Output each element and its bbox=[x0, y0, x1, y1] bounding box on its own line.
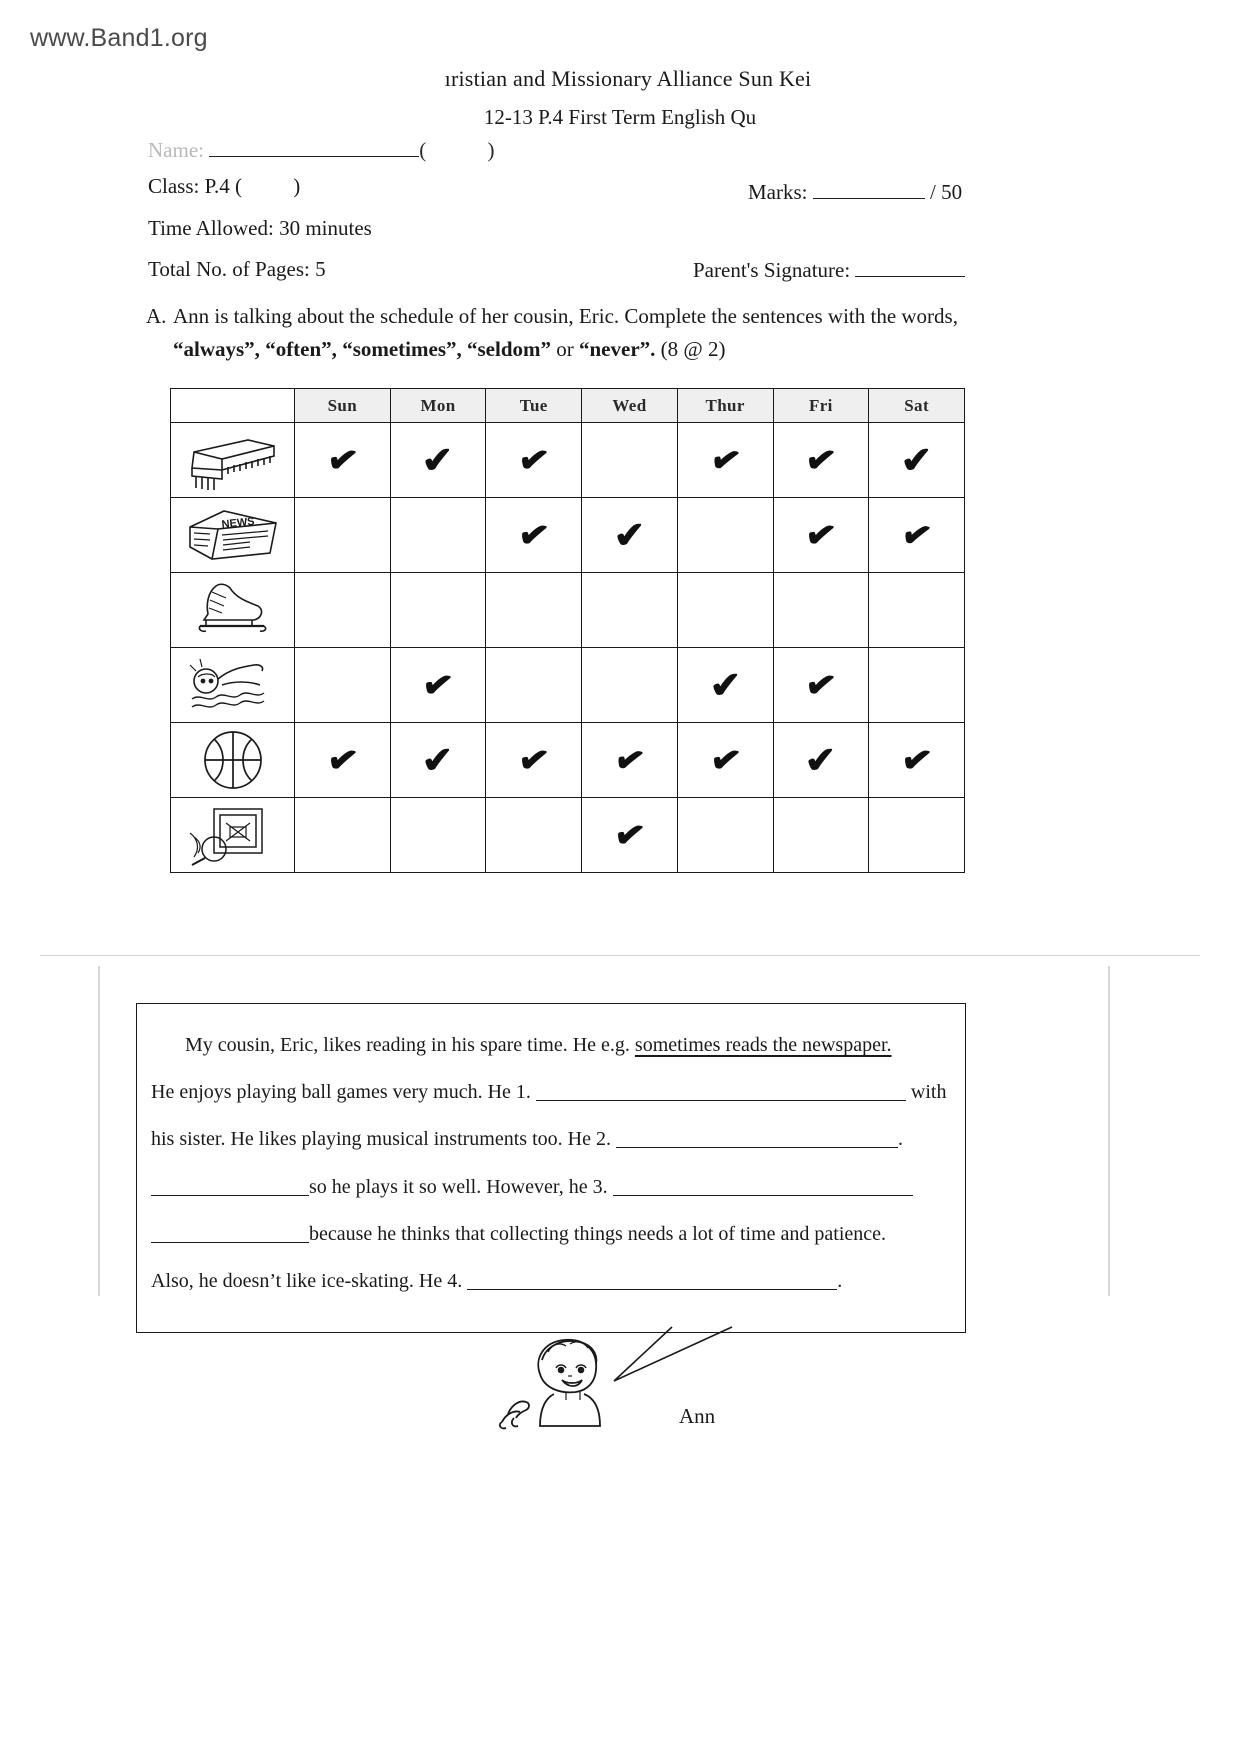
tick-mark: ✔ bbox=[803, 739, 839, 781]
activity-ice-skates-icon bbox=[171, 573, 295, 648]
speaker-name: Ann bbox=[679, 1404, 716, 1428]
question-a-text-1: Ann is talking about the schedule of her cousin, Eric. Complete the sentences with the words, bbox=[173, 304, 958, 328]
word-seldom: “seldom” bbox=[467, 336, 551, 361]
paragraph-line-6-text: Also, he doesn’t like ice-skating. He 4. bbox=[151, 1269, 463, 1292]
paragraph-line-3-text: his sister. He likes playing musical instruments too. He 2. bbox=[151, 1128, 611, 1151]
tick-mark: ✔ bbox=[899, 439, 935, 481]
schedule-cell[interactable] bbox=[869, 798, 965, 873]
exam-title: 12-13 P.4 First Term English Qu bbox=[483, 105, 757, 129]
tick-mark: ✔ bbox=[324, 738, 361, 782]
schedule-cell[interactable] bbox=[677, 498, 773, 573]
blank-3-continued[interactable] bbox=[151, 1222, 309, 1243]
tick-mark: ✔ bbox=[420, 439, 456, 481]
question-a-instruction bbox=[173, 300, 1146, 365]
tick-mark: ✔ bbox=[611, 813, 648, 857]
signature-input-rule[interactable] bbox=[855, 260, 965, 277]
schedule-cell[interactable] bbox=[677, 648, 773, 723]
schedule-cell[interactable] bbox=[295, 723, 391, 798]
tick-mark: ✔ bbox=[612, 514, 647, 556]
schedule-cell[interactable] bbox=[390, 648, 486, 723]
activity-piano-icon bbox=[171, 423, 295, 498]
schedule-cell[interactable] bbox=[295, 573, 391, 648]
schedule-cell[interactable] bbox=[295, 798, 391, 873]
day-header-wed: Wed bbox=[582, 389, 678, 423]
day-header-sun: Sun bbox=[295, 389, 391, 423]
blank-4[interactable] bbox=[467, 1269, 837, 1290]
example-answer: sometimes reads the newspaper. bbox=[634, 1034, 892, 1056]
signature-label: Parent's Signature: bbox=[693, 258, 851, 282]
schedule-cell[interactable] bbox=[582, 798, 678, 873]
schedule-cell[interactable] bbox=[486, 423, 582, 498]
paragraph-line-2-tail: with bbox=[910, 1081, 947, 1104]
schedule-cell[interactable] bbox=[295, 648, 391, 723]
name-field-row bbox=[148, 138, 494, 163]
tick-mark: ✔ bbox=[707, 664, 743, 706]
scan-artifact-fold bbox=[40, 955, 1200, 956]
school-name-text: ıristian and Missionary Alliance Sun Kei bbox=[444, 66, 812, 91]
schedule-cell[interactable] bbox=[869, 423, 965, 498]
word-or: or bbox=[556, 336, 574, 361]
paragraph-line-6-tail: . bbox=[837, 1269, 843, 1292]
activity-stamp-icon bbox=[171, 798, 295, 873]
day-header-mon: Mon bbox=[390, 389, 486, 423]
schedule-cell[interactable] bbox=[486, 798, 582, 873]
schedule-cell[interactable] bbox=[390, 723, 486, 798]
basketball-icon bbox=[178, 726, 288, 794]
paragraph-line-5-text: because he thinks that collecting things needs a lot of time and patience. bbox=[309, 1222, 887, 1245]
activity-swimming-icon bbox=[171, 648, 295, 723]
schedule-cell[interactable] bbox=[773, 423, 869, 498]
schedule-cell[interactable] bbox=[869, 723, 965, 798]
schedule-cell[interactable] bbox=[486, 573, 582, 648]
schedule-cell[interactable] bbox=[869, 573, 965, 648]
schedule-cell[interactable] bbox=[582, 423, 678, 498]
scan-artifact-left bbox=[98, 966, 100, 1296]
tick-mark: ✔ bbox=[420, 739, 456, 781]
schedule-body bbox=[171, 423, 965, 873]
name-paren-close: ) bbox=[487, 138, 495, 162]
total-pages: Total No. of Pages: 5 bbox=[148, 257, 326, 281]
schedule-cell[interactable] bbox=[582, 723, 678, 798]
schedule-table-wrapper bbox=[170, 388, 965, 873]
paragraph-line-4-text: so he plays it so well. However, he 3. bbox=[309, 1175, 608, 1198]
ice-skate-icon bbox=[178, 576, 288, 644]
schedule-cell[interactable] bbox=[582, 573, 678, 648]
blank-1[interactable] bbox=[536, 1080, 906, 1101]
tick-mark: ✔ bbox=[898, 738, 935, 782]
day-header-sat: Sat bbox=[869, 389, 965, 423]
class-label: Class: P.4 ( bbox=[148, 174, 242, 198]
schedule-cell[interactable] bbox=[390, 498, 486, 573]
schedule-cell[interactable] bbox=[486, 648, 582, 723]
word-often: “often”, bbox=[265, 336, 337, 361]
signature-field-row bbox=[693, 258, 965, 283]
schedule-cell[interactable] bbox=[582, 498, 678, 573]
schedule-cell[interactable] bbox=[295, 423, 391, 498]
marks-field-row bbox=[748, 180, 962, 205]
blank-3[interactable] bbox=[613, 1175, 913, 1196]
schedule-cell[interactable] bbox=[486, 723, 582, 798]
word-sometimes: “sometimes”, bbox=[342, 336, 462, 361]
table-row bbox=[171, 723, 965, 798]
schedule-cell[interactable] bbox=[677, 723, 773, 798]
paragraph-line-1-text: My cousin, Eric, likes reading in his spare time. He e.g. bbox=[185, 1034, 630, 1056]
schedule-cell[interactable] bbox=[295, 498, 391, 573]
marks-label: Marks: bbox=[748, 180, 808, 204]
school-name bbox=[0, 66, 1240, 92]
schedule-corner-cell bbox=[171, 389, 295, 423]
schedule-cell[interactable] bbox=[773, 573, 869, 648]
tick-mark: ✔ bbox=[802, 663, 839, 707]
marks-total: / 50 bbox=[930, 180, 963, 204]
table-row bbox=[171, 573, 965, 648]
schedule-cell[interactable] bbox=[677, 423, 773, 498]
tick-mark: ✔ bbox=[898, 512, 935, 558]
name-input-rule[interactable] bbox=[209, 140, 419, 157]
tick-mark: ✔ bbox=[706, 437, 744, 483]
table-row bbox=[171, 798, 965, 873]
schedule-cell[interactable] bbox=[390, 798, 486, 873]
table-row bbox=[171, 423, 965, 498]
marks-input-rule[interactable] bbox=[813, 182, 925, 199]
schedule-cell[interactable] bbox=[486, 498, 582, 573]
tick-mark: ✔ bbox=[515, 513, 552, 557]
paragraph-line-4 bbox=[151, 1164, 951, 1211]
newspaper-icon bbox=[178, 501, 288, 569]
schedule-cell[interactable] bbox=[869, 498, 965, 573]
schedule-cell[interactable] bbox=[773, 798, 869, 873]
time-allowed: Time Allowed: 30 minutes bbox=[148, 216, 372, 240]
stamp-collecting-icon bbox=[178, 801, 288, 869]
table-row bbox=[171, 498, 965, 573]
paragraph-line-5 bbox=[151, 1211, 951, 1258]
schedule-cell[interactable] bbox=[773, 498, 869, 573]
day-header-tue: Tue bbox=[486, 389, 582, 423]
question-a bbox=[146, 300, 1146, 365]
question-a-label: A. bbox=[146, 304, 167, 328]
paragraph-line-2 bbox=[151, 1069, 951, 1116]
name-label: Name: bbox=[148, 138, 204, 162]
svg-text:NEWS: NEWS bbox=[220, 515, 255, 531]
schedule-cell[interactable] bbox=[677, 798, 773, 873]
answer-paragraph-box bbox=[136, 1003, 966, 1333]
schedule-cell[interactable] bbox=[390, 423, 486, 498]
class-paren-close: ) bbox=[293, 174, 301, 198]
paragraph-line-3-tail: . bbox=[897, 1128, 903, 1151]
tick-mark: ✔ bbox=[515, 438, 552, 482]
ann-character-illustration bbox=[484, 1330, 664, 1450]
tick-mark: ✔ bbox=[611, 737, 648, 783]
tick-mark: ✔ bbox=[802, 513, 839, 557]
schedule-cell[interactable] bbox=[869, 648, 965, 723]
paragraph-line-6 bbox=[151, 1258, 951, 1305]
scan-artifact-right bbox=[1108, 966, 1110, 1296]
class-field-row bbox=[148, 174, 300, 199]
day-header-fri: Fri bbox=[773, 389, 869, 423]
schedule-header-row bbox=[171, 389, 965, 423]
blank-2[interactable] bbox=[616, 1127, 898, 1148]
site-watermark: www.Band1.org bbox=[30, 24, 208, 52]
tick-mark: ✔ bbox=[515, 738, 552, 782]
piano-icon bbox=[178, 426, 288, 494]
tick-mark: ✔ bbox=[802, 438, 839, 482]
word-never: “never”. bbox=[579, 336, 656, 361]
paragraph-line-1 bbox=[151, 1022, 951, 1069]
name-paren-open: ( bbox=[419, 138, 427, 162]
tick-mark: ✔ bbox=[420, 663, 457, 707]
table-row bbox=[171, 648, 965, 723]
paragraph-line-2-text: He enjoys playing ball games very much. He 1. bbox=[151, 1081, 531, 1104]
tick-mark: ✔ bbox=[324, 438, 361, 482]
question-a-marks: (8 @ 2) bbox=[660, 336, 726, 361]
schedule-cell[interactable] bbox=[390, 573, 486, 648]
day-header-thur: Thur bbox=[677, 389, 773, 423]
schedule-table bbox=[170, 388, 965, 873]
schedule-cell[interactable] bbox=[677, 573, 773, 648]
word-always: “always”, bbox=[173, 336, 260, 361]
tick-mark: ✔ bbox=[707, 738, 744, 782]
schedule-cell[interactable] bbox=[773, 648, 869, 723]
schedule-cell[interactable] bbox=[582, 648, 678, 723]
schedule-cell[interactable] bbox=[773, 723, 869, 798]
blank-2-continued[interactable] bbox=[151, 1175, 309, 1196]
paragraph-line-3 bbox=[151, 1116, 951, 1163]
activity-newspaper-icon bbox=[171, 498, 295, 573]
activity-basketball-icon bbox=[171, 723, 295, 798]
swimming-icon bbox=[178, 651, 288, 719]
